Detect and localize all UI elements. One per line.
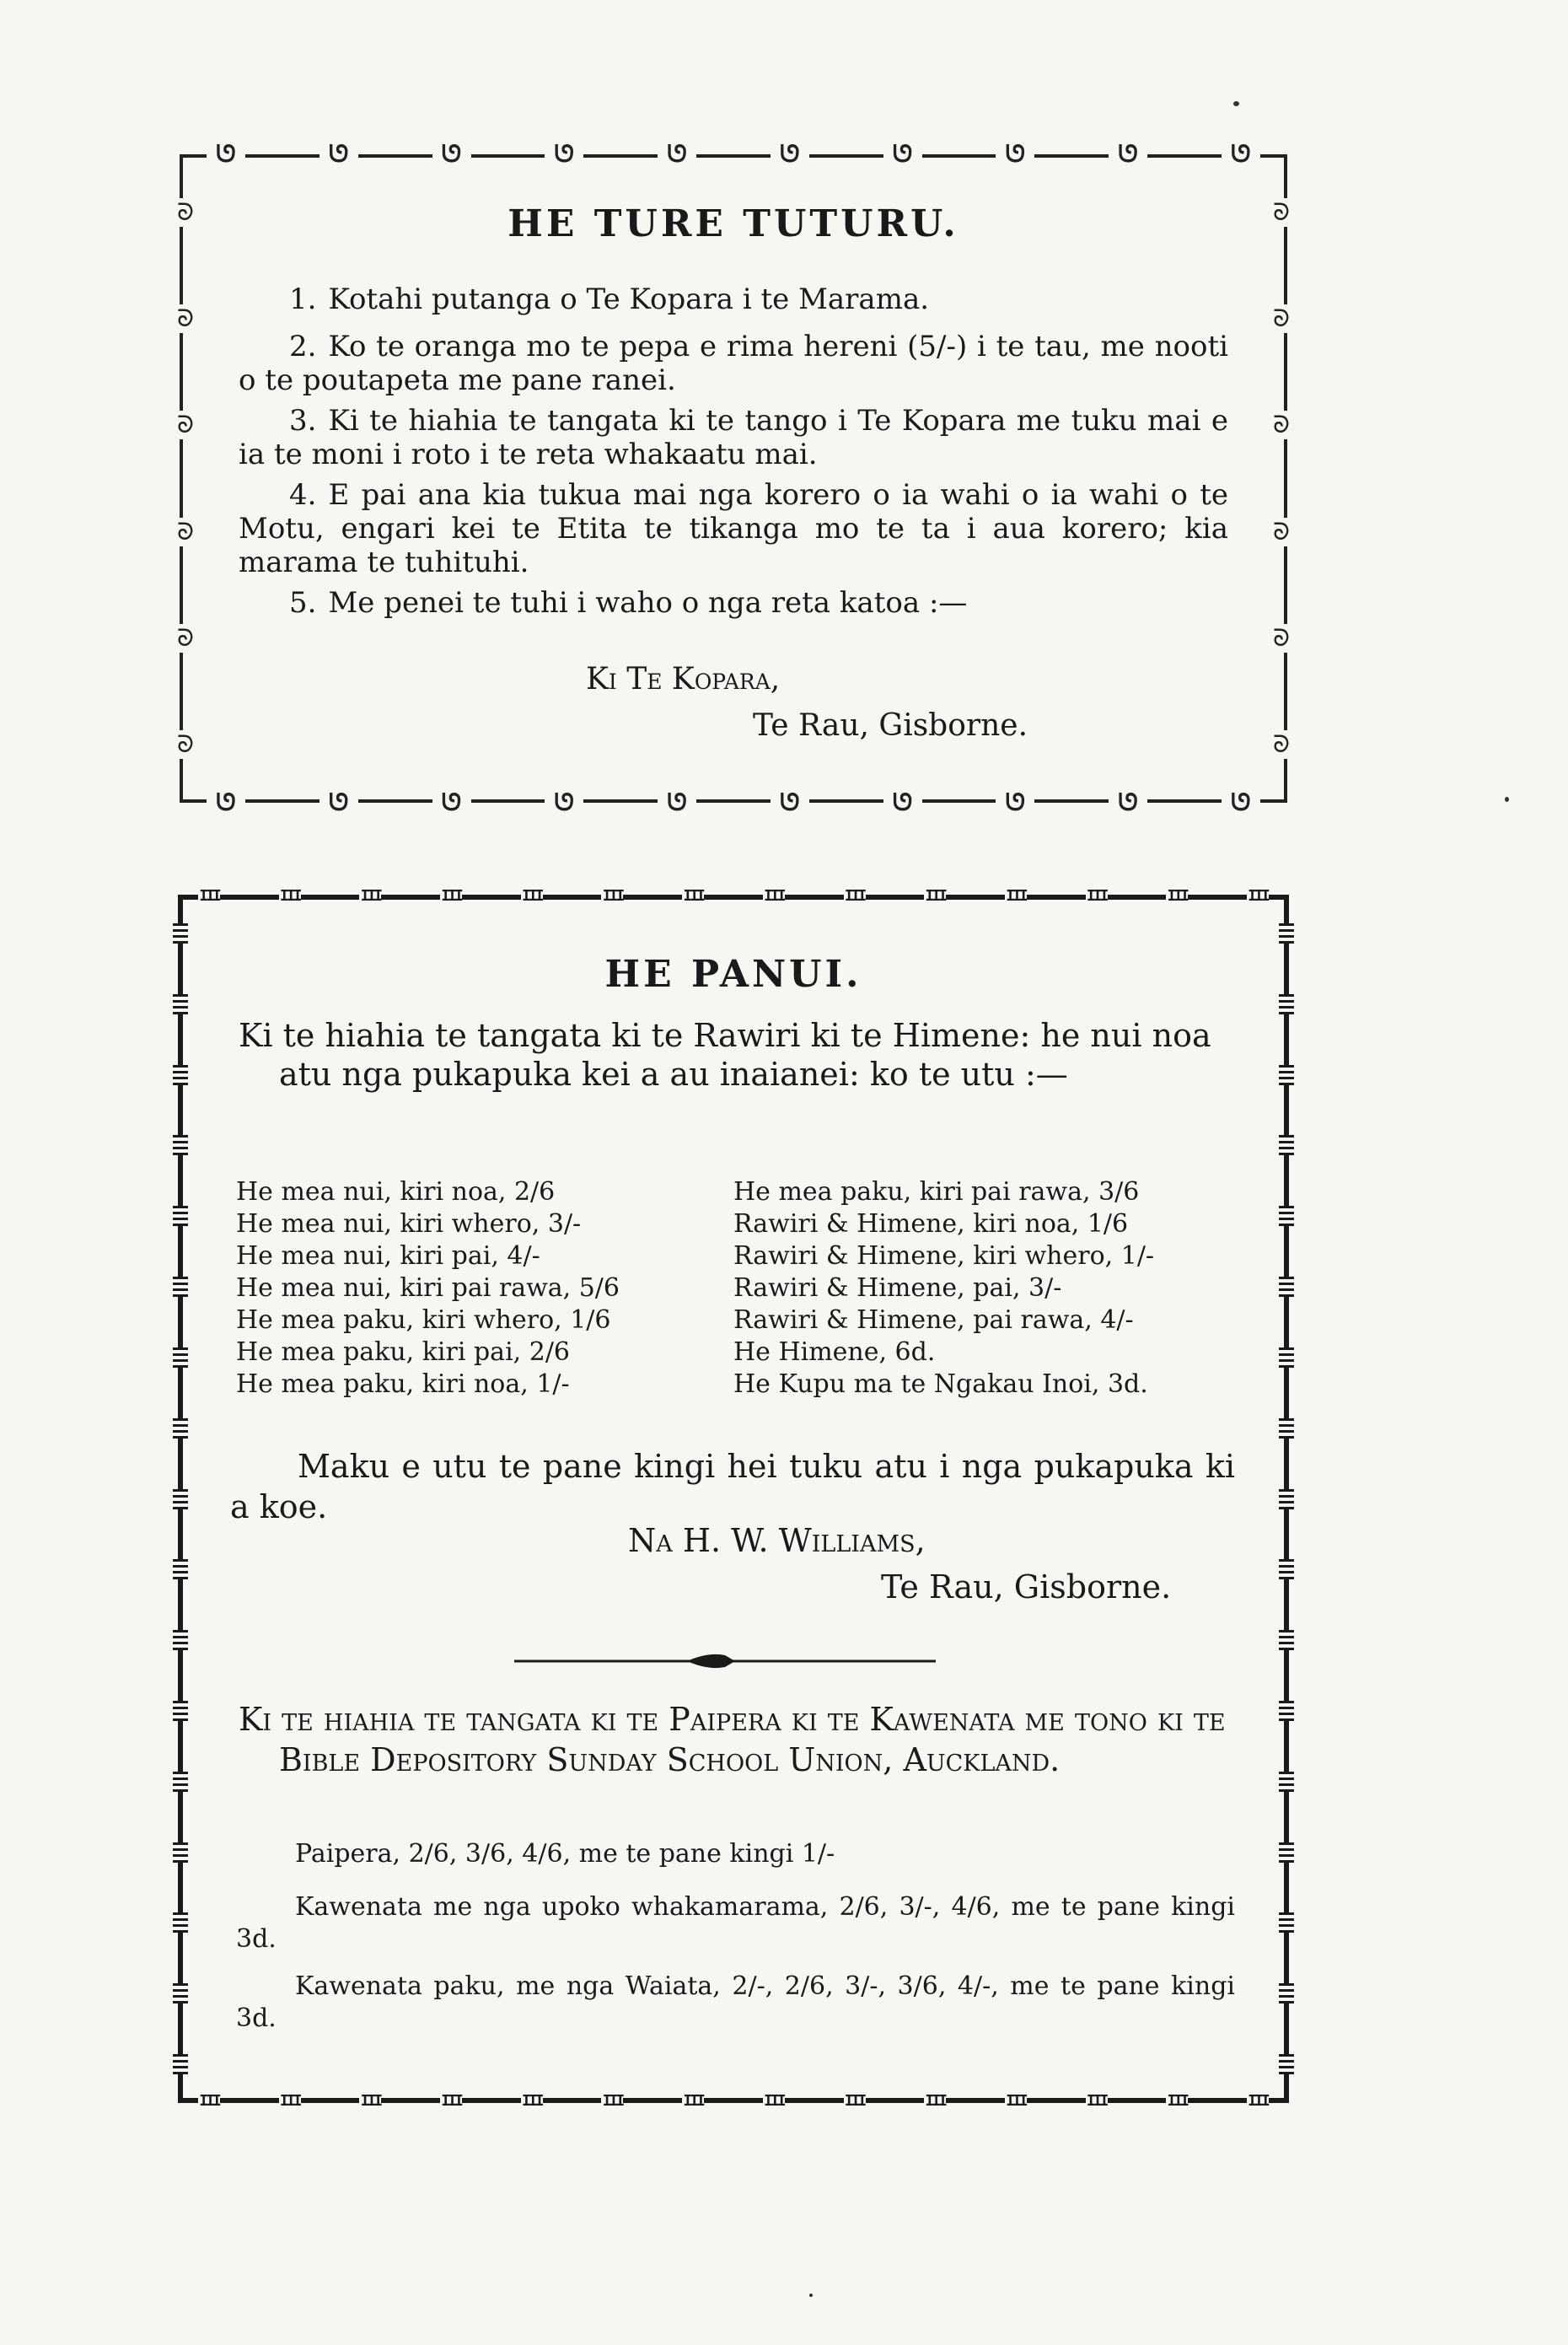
rule-item: 5. Me penei te tuhi i waho o nga reta katoa :— xyxy=(289,586,968,620)
signature-line-2: Te Rau, Gisborne. xyxy=(881,1568,1172,1605)
price-item: He mea paku, kiri whero, 1/6 xyxy=(236,1305,611,1335)
signature-line-1: Na H. W. Williams, xyxy=(628,1522,926,1559)
border-ornament-bottom: III III III III III III III III III III III III III III xyxy=(199,2092,1268,2110)
rules-title: HE TURE TUTURU. xyxy=(507,202,959,245)
price-item: Rawiri & Himene, pai, 3/- xyxy=(733,1273,1062,1303)
hymnbook-intro: Ki te hiahia te tangata ki te Rawiri ki te Himene: he nui noa atu nga pukapuka kei a au inaianei: ko te utu :— xyxy=(239,1017,1211,1093)
rule-item: 3. Ki te hiahia te tangata ki te tango i Te Kopara me tuku mai e ia te moni i roto i te reta whakaatu mai. xyxy=(239,404,1228,471)
price-item: He mea nui, kiri whero, 3/- xyxy=(236,1209,582,1239)
border-ornament-top: III III III III III III III III III III III III III III xyxy=(199,887,1268,905)
price-list-left xyxy=(236,1176,620,1401)
print-speck xyxy=(809,2294,813,2297)
panui-notice-box xyxy=(173,887,1294,2110)
print-speck xyxy=(1233,101,1239,106)
rule-item: 4. E pai ana kia tukua mai nga korero o ia wahi o ia wahi o te Motu, engari kei te Etita te tikanga mo te ta i aua korero; kia marama te tuhituhi. xyxy=(239,478,1228,579)
price-item: He Himene, 6d. xyxy=(733,1337,936,1367)
price-item: Rawiri & Himene, pai rawa, 4/- xyxy=(733,1305,1134,1335)
price-item: Rawiri & Himene, kiri whero, 1/- xyxy=(733,1241,1155,1271)
panui-title: HE PANUI. xyxy=(604,953,862,996)
postage-note: Maku e utu te pane kingi hei tuku atu i nga pukapuka ki a koe. xyxy=(230,1448,1235,1525)
price-item: He mea nui, kiri noa, 2/6 xyxy=(236,1177,556,1207)
address-line-1: Ki Te Kopara, xyxy=(586,662,781,697)
bible-price-item: Kawenata paku, me nga Waiata, 2/-, 2/6, 3/-, 3/6, 4/-, me te pane kingi 3d. xyxy=(236,1971,1235,2033)
border-ornament-right: ᘐ ᘐ ᘐ ᘐ ᘐ ᘐ xyxy=(1269,198,1294,759)
price-item: He mea paku, kiri noa, 1/- xyxy=(236,1369,570,1399)
price-list-right xyxy=(733,1176,1154,1401)
rules-notice-box xyxy=(173,140,1294,816)
price-item: He mea paku, kiri pai rawa, 3/6 xyxy=(733,1177,1140,1207)
print-speck xyxy=(1505,797,1509,802)
price-item: Rawiri & Himene, kiri noa, 1/6 xyxy=(733,1209,1129,1239)
rule-item: 2. Ko te oranga mo te pepa e rima hereni (5/-) i te tau, me nooti o te poutapeta me pane ranei. xyxy=(239,330,1228,397)
address-line-2: Te Rau, Gisborne. xyxy=(753,708,1028,743)
border-ornament-top: ᘎ ᘎ ᘎ ᘎ ᘎ ᘎ ᘎ ᘎ ᘎ ᘎ xyxy=(207,143,1260,165)
ornamental-divider xyxy=(514,1648,936,1674)
price-item: He Kupu ma te Ngakau Inoi, 3d. xyxy=(733,1369,1148,1399)
price-item: He mea nui, kiri pai, 4/- xyxy=(236,1241,540,1271)
price-item: He mea nui, kiri pai rawa, 5/6 xyxy=(236,1273,620,1303)
bible-price-item: Kawenata me nga upoko whakamarama, 2/6, 3/-, 4/6, me te pane kingi 3d. xyxy=(236,1892,1235,1954)
bible-intro: Ki te hiahia te tangata ki te Paipera ki te Kawenata me tono ki te Bible Depository Sunday School Union, Auckland. xyxy=(239,1701,1226,1778)
rules-list xyxy=(239,282,1228,620)
bible-price-item: Paipera, 2/6, 3/6, 4/6, me te pane kingi 1/- xyxy=(295,1839,835,1869)
border-ornament-right xyxy=(1279,923,1294,2074)
border-ornament-left xyxy=(173,923,188,2074)
border-ornament-bottom: ᘎ ᘎ ᘎ ᘎ ᘎ ᘎ ᘎ ᘎ ᘎ ᘎ xyxy=(207,792,1260,814)
price-item: He mea paku, kiri pai, 2/6 xyxy=(236,1337,571,1367)
rule-item: 1. Kotahi putanga o Te Kopara i te Marama. xyxy=(289,282,930,316)
border-ornament-left: ᘐ ᘐ ᘐ ᘐ ᘐ ᘐ xyxy=(173,198,198,759)
